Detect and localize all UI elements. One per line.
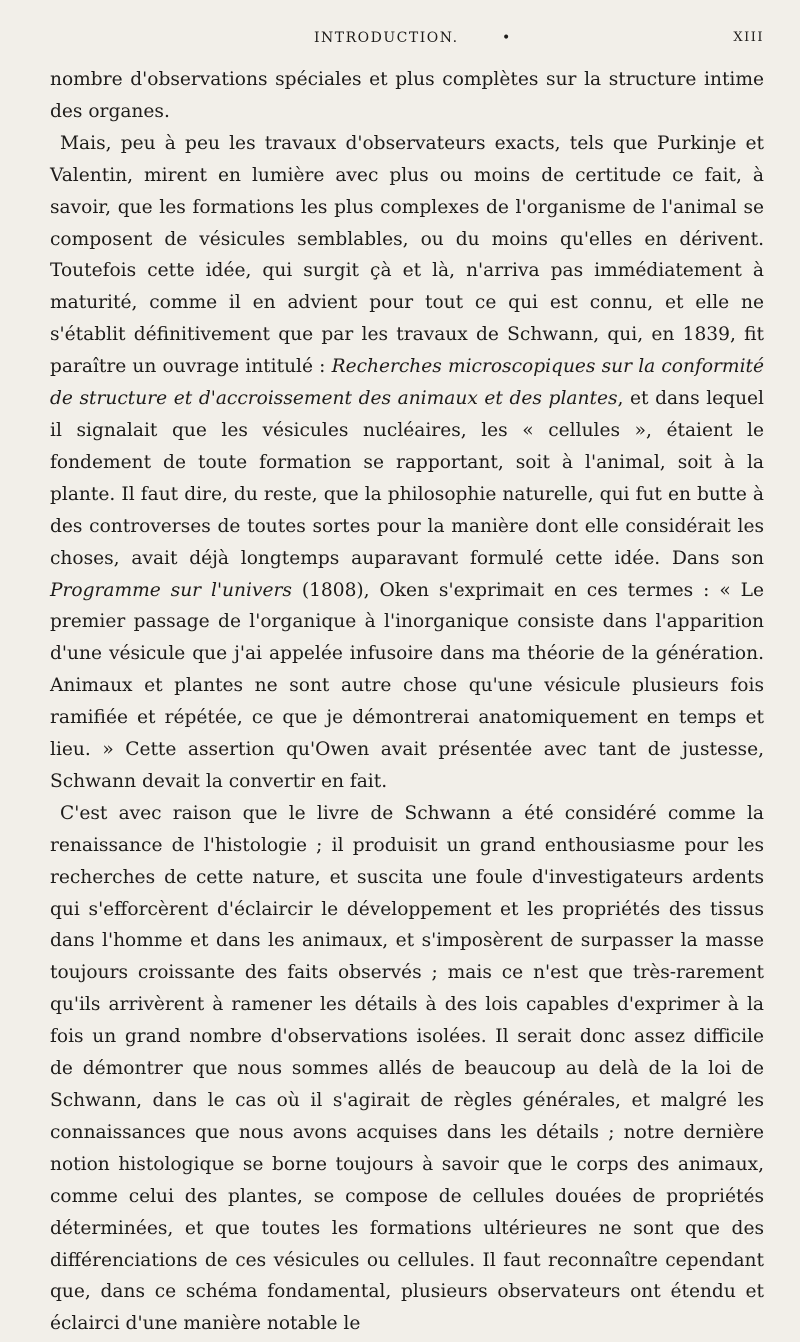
running-head-separator: • [502, 30, 512, 46]
paragraph-2-text-c: (1808), Oken s'exprimait en ces termes : « Le premier passage de l'organique à l'inorganique consiste dans l'apparition d'une vésicule que j'ai appelée infusoire dans ma théorie de la génération. Animaux et plantes ne sont autre chose qu'une vésicule plusieurs fois ramifiée et répétée, ce que je démontrerai anatomiquement en temps et lieu. » Cette assertion qu'Owen avait présentée avec tant de justesse, Schwann devait la convertir en fait. [50, 579, 764, 792]
running-head [50, 30, 764, 64]
paragraph-3-text: C'est avec raison que le livre de Schwann a été considéré comme la renaissance de l'histologie ; il produisit un grand enthousiasme pour les recherches de cette nature, et suscita une foule d'investigateurs ardents qui s'efforcèrent d'éclaircir le développement et les propriétés des tissus dans l'homme et dans les animaux, et s'imposèrent de surpasser la masse toujours croissante des faits observés ; mais ce n'est que très-rarement qu'ils arrivèrent à ramener les détails à des lois capables d'exprimer à la fois un grand nombre d'observations isolées. Il serait donc assez difficile de démontrer que nous sommes allés de beaucoup au delà de la loi de Schwann, dans le cas où il s'agirait de règles générales, et malgré les connaissances que nous avons acquises dans les détails ; notre dernière notion histologique se borne toujours à savoir que le corps des animaux, comme celui des plantes, se compose de cellules douées de propriétés déterminées, et que toutes les formations ultérieures ne sont que des différenciations de ces vésicules ou cellules. Il faut reconnaître cependant que, dans ce schéma fondamental, plusieurs observateurs ont étendu et éclairci d'une manière notable le [50, 802, 764, 1335]
book-title-recherches: Recherches microscopiques sur la conformité de structure et d'accroissement des animaux et des plantes [50, 356, 764, 410]
paragraph-1-text: nombre d'observations spéciales et plus complètes sur la structure intime des organes. [50, 69, 764, 122]
book-page [50, 30, 764, 1340]
paragraph-2-text-a: Mais, peu à peu les travaux d'observateurs exacts, tels que Purkinje et Valentin, mirent en lumière avec plus ou moins de certitude ce fait, à savoir, que les formations les plus complexes de l'organisme de l'animal se composent de vésicules semblables, ou du moins qu'elles en dérivent. Toutefois cette idée, qui surgit çà et là, n'arriva pas immédiatement à maturité, comme il en advient pour tout ce qui est connu, et elle ne s'établit définitivement que par les travaux de Schwann, qui, en 1839, fit paraître un ouvrage intitulé : [50, 132, 764, 378]
paragraph-1 [50, 64, 764, 128]
book-title-programme: Programme sur l'univers [50, 579, 292, 601]
paragraph-2-text-b: , et dans lequel il signalait que les vésicules nucléaires, les « cellules », étaient le fondement de toute formation se rapportant, soit à l'animal, soit à la plante. Il faut dire, du reste, que la philosophie naturelle, qui fut en butte à des controverses de toutes sortes pour la manière dont elle considérait les choses, avait déjà longtemps auparavant formulé cette idée. Dans son [50, 388, 764, 569]
page-number: XIII [733, 30, 764, 45]
paragraph-3 [50, 798, 764, 1340]
body-text [50, 64, 764, 1340]
running-head-title: INTRODUCTION. [314, 30, 459, 46]
paragraph-2 [50, 128, 764, 798]
